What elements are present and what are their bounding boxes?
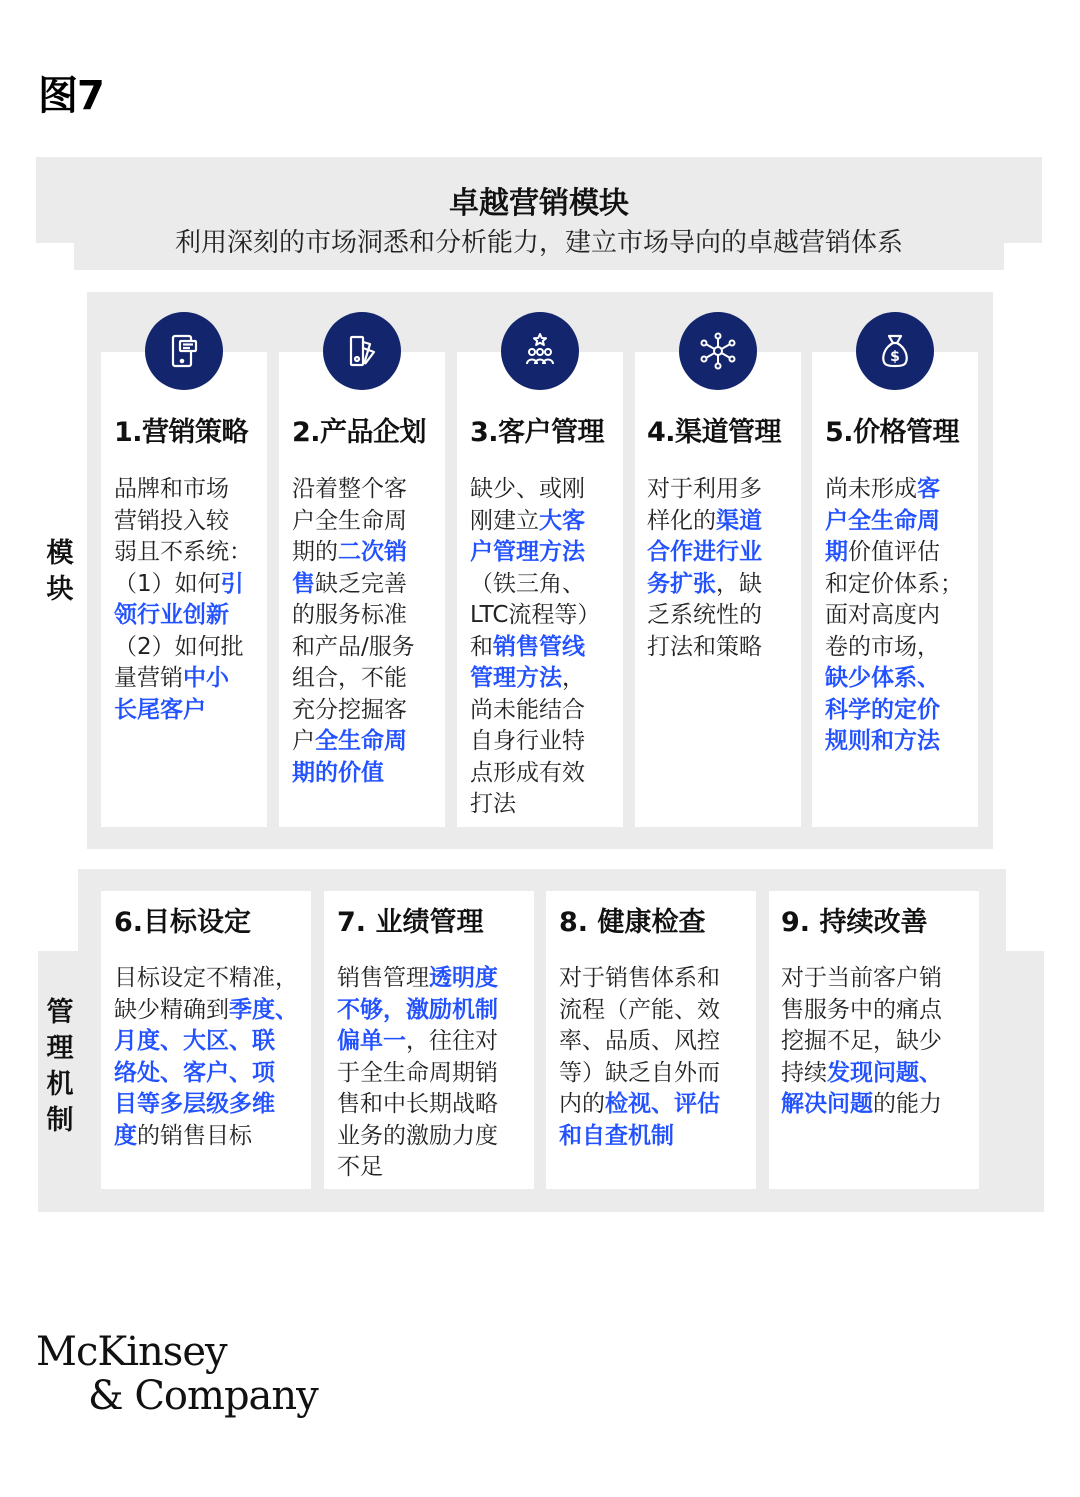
body-text: 自身行业特	[470, 728, 585, 754]
module-title-3: 3.客户管理	[470, 417, 605, 448]
body-line	[337, 1089, 537, 1121]
body-text: 量营销	[114, 665, 183, 691]
body-text: 和定价体系；	[825, 570, 963, 597]
body-line	[825, 600, 985, 632]
highlight-text: 售	[292, 570, 315, 597]
svg-text:$: $	[890, 349, 900, 365]
body-text: 期的	[292, 539, 338, 565]
body-line	[292, 758, 452, 790]
body-text: 和	[470, 633, 493, 660]
customer-group-icon	[501, 312, 579, 390]
body-line	[781, 1058, 981, 1090]
mechanism-body-9	[781, 963, 981, 1121]
body-text: 组合，不能	[292, 665, 407, 691]
body-text: （1）如何	[114, 570, 221, 597]
mechanism-title-8: 8. 健康检查	[559, 907, 706, 938]
highlight-text: 务扩张	[647, 570, 716, 597]
highlight-text: 户管理方法	[470, 539, 585, 565]
highlight-text: 户全生命周	[825, 507, 940, 534]
body-text: 打法	[470, 791, 516, 817]
body-line	[559, 995, 759, 1027]
mechanism-title-7: 7. 业绩管理	[337, 907, 484, 938]
body-text: 流程（产能、效	[559, 996, 720, 1023]
body-text: 等）缺乏自外而	[559, 1059, 720, 1086]
body-line	[470, 474, 630, 506]
highlight-text: 合作进行业	[647, 539, 762, 565]
body-text: 内的	[559, 1091, 605, 1117]
body-line	[781, 995, 981, 1027]
module-title-1: 1.营销策略	[114, 417, 249, 448]
body-text: 样化的	[647, 507, 716, 534]
figure-label: 图7	[38, 73, 104, 119]
highlight-text: 客	[917, 476, 940, 502]
highlight-text: 检视、评估	[605, 1091, 720, 1117]
body-line	[114, 1121, 314, 1153]
body-text: 的服务标准	[292, 602, 407, 628]
header-title: 卓越营销模块	[449, 186, 629, 221]
product-swatch-icon	[323, 312, 401, 390]
modules-section-label	[40, 536, 80, 608]
body-text: 尚未形成	[825, 476, 917, 502]
body-text: 品牌和市场	[114, 476, 229, 502]
body-line	[114, 963, 314, 995]
mechanisms-label-char: 制	[46, 1105, 74, 1136]
mechanism-body-7	[337, 963, 537, 1184]
body-text: 缺少精确到	[114, 996, 229, 1023]
body-text: 缺少、或刚	[470, 476, 585, 502]
body-text: 卷的市场，	[825, 633, 940, 660]
body-text: 乏系统性的	[647, 602, 762, 628]
body-line	[114, 506, 274, 538]
highlight-text: 不够，激励机制	[337, 996, 498, 1023]
module-body-4	[647, 474, 807, 663]
body-line	[470, 537, 630, 569]
body-line	[559, 963, 759, 995]
network-nodes-icon	[679, 312, 757, 390]
highlight-text: 中小	[183, 665, 229, 691]
body-line	[647, 474, 807, 506]
body-line	[292, 632, 452, 664]
body-text: 价值评估	[848, 539, 940, 565]
body-line	[470, 695, 630, 727]
highlight-text: 二次销	[338, 539, 407, 565]
body-line	[292, 506, 452, 538]
body-line	[470, 663, 630, 695]
module-title-4: 4.渠道管理	[647, 417, 782, 448]
body-line	[114, 1026, 314, 1058]
body-text: 打法和策略	[647, 633, 762, 660]
highlight-text: 缺少体系、	[825, 665, 940, 691]
body-line	[825, 474, 985, 506]
body-text: LTC流程等）	[470, 602, 601, 628]
body-line	[647, 537, 807, 569]
mechanism-title-6: 6.目标设定	[114, 907, 252, 938]
highlight-text: 透明度	[429, 965, 498, 991]
body-text: （2）如何批	[114, 633, 244, 660]
money-bag-icon	[856, 312, 934, 390]
body-line	[114, 600, 274, 632]
body-text: 户	[292, 728, 315, 754]
body-line	[114, 474, 274, 506]
body-line	[292, 569, 452, 601]
body-line	[337, 1026, 537, 1058]
body-text: 目标设定不精准，	[114, 965, 298, 991]
body-line	[559, 1089, 759, 1121]
body-text: 沿着整个客	[292, 476, 407, 502]
body-text: 的能力	[873, 1091, 942, 1117]
highlight-text: 络处、客户、项	[114, 1059, 275, 1086]
highlight-text: 月度、大区、联	[114, 1028, 275, 1054]
body-line	[647, 632, 807, 664]
logo-line-2: & Company	[88, 1373, 318, 1419]
highlight-text: 规则和方法	[825, 728, 940, 754]
body-text: 面对高度内	[825, 602, 940, 628]
body-line	[470, 600, 630, 632]
body-line	[781, 1026, 981, 1058]
body-line	[292, 726, 452, 758]
body-text: 户全生命周	[292, 507, 407, 534]
body-line	[825, 632, 985, 664]
body-line	[114, 695, 274, 727]
mckinsey-logo	[36, 1330, 318, 1418]
body-line	[825, 663, 985, 695]
body-line	[337, 1152, 537, 1184]
highlight-text: 领行业创新	[114, 602, 229, 628]
body-line	[470, 726, 630, 758]
highlight-text: 大客	[539, 507, 585, 534]
body-text: 和产品/服务	[292, 633, 415, 660]
highlight-text: 管理方法	[470, 665, 562, 691]
mechanism-body-6	[114, 963, 314, 1152]
mechanisms-label-char: 管	[46, 997, 74, 1028]
body-text: 率、品质、风控	[559, 1028, 720, 1054]
body-line	[337, 995, 537, 1027]
highlight-text: 科学的定价	[825, 696, 940, 723]
body-line	[470, 632, 630, 664]
mobile-device-icon	[145, 312, 223, 390]
highlight-text: 长尾客户	[114, 696, 206, 723]
body-line	[825, 506, 985, 538]
module-body-1	[114, 474, 274, 726]
body-text: 刚建立	[470, 507, 539, 534]
body-line	[114, 663, 274, 695]
mechanism-body-8	[559, 963, 759, 1152]
body-line	[559, 1121, 759, 1153]
mechanism-title-9: 9. 持续改善	[781, 907, 928, 938]
body-line	[647, 600, 807, 632]
highlight-text: 解决问题	[781, 1091, 873, 1117]
highlight-text: 期	[825, 539, 848, 565]
module-body-5	[825, 474, 985, 758]
body-text: 挖掘不足，缺少	[781, 1028, 942, 1054]
modules-label-char: 块	[46, 574, 74, 605]
body-line	[292, 663, 452, 695]
body-text: 营销投入较	[114, 507, 229, 534]
body-line	[825, 695, 985, 727]
body-line	[292, 695, 452, 727]
body-line	[825, 537, 985, 569]
mechanisms-label-char: 理	[46, 1033, 74, 1064]
body-text: 对于利用多	[647, 476, 762, 502]
body-text: 缺乏完善	[315, 570, 407, 597]
highlight-text: 发现问题、	[827, 1059, 942, 1086]
body-text: ，往往对	[406, 1028, 498, 1054]
body-line	[781, 1089, 981, 1121]
highlight-text: 全生命周	[315, 728, 407, 754]
module-title-2: 2.产品企划	[292, 417, 427, 448]
body-line	[647, 506, 807, 538]
body-text: 于全生命周期销	[337, 1059, 498, 1086]
body-line	[470, 569, 630, 601]
highlight-text: 渠道	[716, 507, 762, 534]
body-line	[470, 758, 630, 790]
body-line	[470, 506, 630, 538]
body-line	[781, 963, 981, 995]
body-line	[292, 474, 452, 506]
mechanisms-section-label	[40, 995, 80, 1139]
body-text: 的销售目标	[137, 1122, 252, 1149]
body-text: 弱且不系统：	[114, 539, 252, 565]
body-text: 持续	[781, 1059, 827, 1086]
body-line	[470, 789, 630, 821]
body-text: 对于当前客户销	[781, 965, 942, 991]
body-line	[559, 1058, 759, 1090]
body-line	[559, 1026, 759, 1058]
highlight-text: 销售管线	[493, 633, 585, 660]
body-text: 点形成有效	[470, 759, 585, 786]
body-text: 对于销售体系和	[559, 965, 720, 991]
body-text: 不足	[337, 1154, 383, 1180]
body-text: 售和中长期战略	[337, 1091, 498, 1117]
mechanisms-label-char: 机	[46, 1069, 74, 1100]
highlight-text: 期的价值	[292, 759, 384, 786]
highlight-text: 度	[114, 1122, 137, 1149]
body-text: ，缺	[716, 570, 762, 597]
body-line	[114, 537, 274, 569]
highlight-text: 目等多层级多维	[114, 1091, 275, 1117]
highlight-text: 季度、	[229, 996, 298, 1023]
body-text: 业务的激励力度	[337, 1122, 498, 1149]
body-text: 销售管理	[337, 965, 429, 991]
highlight-text: 引	[220, 570, 244, 597]
modules-label-char: 模	[46, 538, 74, 569]
body-line	[114, 995, 314, 1027]
logo-line-1: McKinsey	[36, 1329, 227, 1375]
body-line	[825, 569, 985, 601]
body-text: 售服务中的痛点	[781, 996, 942, 1023]
header-subtitle: 利用深刻的市场洞悉和分析能力，建立市场导向的卓越营销体系	[174, 228, 903, 258]
module-body-2	[292, 474, 452, 789]
body-text: 尚未能结合	[470, 696, 585, 723]
body-line	[825, 726, 985, 758]
body-line	[647, 569, 807, 601]
highlight-text: 偏单一	[337, 1028, 406, 1054]
module-body-3	[470, 474, 630, 821]
body-line	[114, 569, 274, 601]
module-title-5: 5.价格管理	[825, 417, 960, 448]
body-text: ，	[562, 665, 585, 691]
body-line	[292, 600, 452, 632]
body-line	[337, 1058, 537, 1090]
body-line	[114, 632, 274, 664]
body-line	[337, 963, 537, 995]
highlight-text: 和自查机制	[559, 1122, 674, 1149]
body-text: 充分挖掘客	[292, 696, 407, 723]
body-line	[114, 1089, 314, 1121]
body-line	[337, 1121, 537, 1153]
body-line	[114, 1058, 314, 1090]
body-text: （铁三角、	[470, 570, 585, 597]
body-line	[292, 537, 452, 569]
